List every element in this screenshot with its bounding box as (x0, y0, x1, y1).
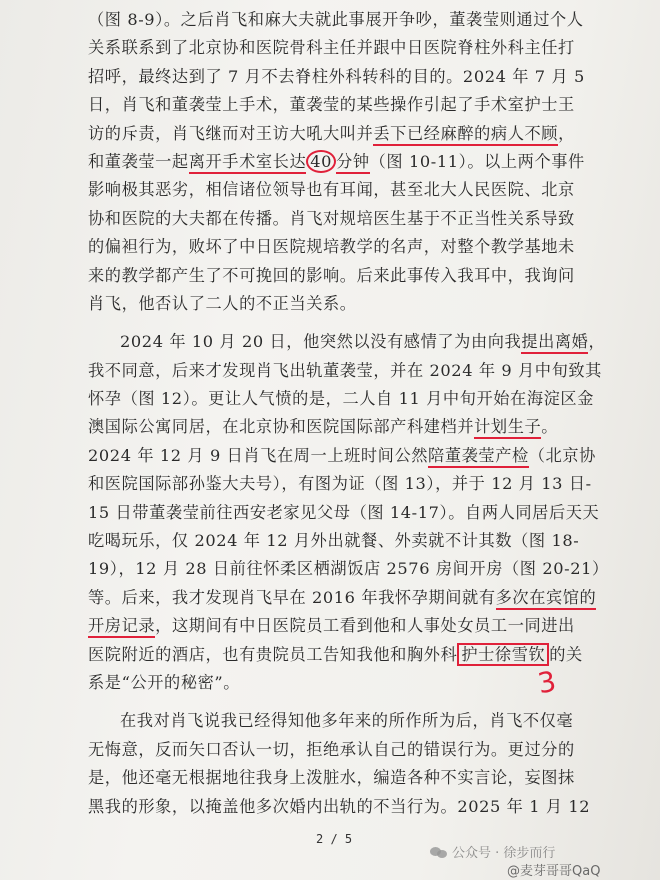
text-line (88, 707, 588, 735)
text-line (88, 148, 588, 176)
text-run: 的偏袒行为，败坏了中日医院规培教学的名声，对整个教学基地未 (88, 237, 575, 257)
text-run: 19），12 月 28 日前往怀柔区栖湖饭店 2576 房间开房（图 20-21） (88, 559, 609, 579)
text-line (88, 91, 588, 119)
circled-text: 40 (306, 150, 336, 173)
paragraph-gap (88, 697, 588, 707)
underlined-text: 陪董袭莹产检 (428, 446, 529, 468)
text-line (88, 6, 588, 34)
paragraph-gap (88, 318, 588, 328)
text-line (88, 328, 606, 356)
text-line (88, 205, 588, 233)
text-run: 澳国际公寓同居，在北京协和医院国际部产科建档并 (88, 417, 475, 437)
text-run: （北京协 (528, 445, 596, 465)
text-run: 是，他还毫无根据地往我身上泼脏水，编造各种不实言论，妄图抹 (88, 768, 575, 788)
text-run: 招呼，最终达到了 7 月不去脊柱外科转科的目的。2024 年 7 月 5 (88, 66, 585, 86)
wechat-watermark (430, 842, 555, 861)
text-run: 我不同意，后来才发现肖飞出轨董袭莹，并在 2024 年 9 月中旬致其 (88, 360, 602, 380)
text-line (88, 233, 588, 261)
text-line (88, 442, 596, 470)
text-run: ， (588, 332, 606, 352)
text-run: 医院附近的酒店，也有贵院员工告知我他和胸外科 (88, 644, 458, 664)
underlined-text: 提出离婚 (521, 332, 588, 354)
text-line (88, 499, 600, 527)
text-line (88, 176, 588, 204)
text-run: 协和医院的大夫都在传播。肖飞对规培医生基于不正当性关系导致 (88, 208, 575, 228)
text-run: 肖飞，他否认了二人的不正当关系。 (88, 293, 357, 313)
text-run: 日，肖飞和董袭莹上手术，董袭莹的某些操作引起了手术室护士王 (88, 95, 575, 115)
text-line (88, 793, 591, 821)
text-run: 和医院国际部孙鉴大夫号），有图为证（图 13），并于 12 月 13 日- (88, 474, 592, 494)
text-run: 无悔意，反而矢口否认一切，拒绝承认自己的错误行为。更过分的 (88, 739, 575, 759)
text-run: 系是“公开的秘密”。 (88, 672, 241, 692)
text-run: （图 8-9）。之后肖飞和麻大夫就此事展开争吵，董袭莹则通过个人 (88, 10, 584, 29)
text-run: 等。后来，我才发现肖飞早在 2016 年我怀孕期间就有 (88, 587, 496, 607)
document-body (88, 6, 609, 821)
text-run: 怀孕（图 12）。更让人气愤的是，二人自 11 月中旬开始在海淀区金 (88, 389, 594, 409)
underlined-text: 开房记录 (88, 616, 155, 638)
weibo-watermark: @麦芽哥哥QaQ (507, 864, 601, 879)
text-run: 和董袭莹一起 (88, 151, 189, 171)
underlined-text: 丢下已经麻醉的病人不顾 (373, 124, 558, 146)
text-line (88, 262, 588, 290)
text-run: ， (558, 123, 575, 143)
text-run: 吃喝玩乐，仅 2024 年 12 月外出就餐、外卖就不计其数（图 18- (88, 531, 580, 551)
text-line (88, 641, 588, 669)
text-run: 影响极其恶劣，相信诸位领导也有耳闻，甚至北大人民医院、北京 (88, 180, 575, 200)
text-run: 15 日带董袭莹前往西安老家见父母（图 14-17）。自两人同居后天天 (88, 502, 600, 522)
text-line (88, 357, 602, 385)
underlined-text: 分钟 (336, 152, 370, 174)
text-line (88, 612, 588, 640)
text-line (88, 764, 588, 792)
text-line (88, 413, 588, 441)
text-run: 。 (541, 417, 559, 437)
text-line (88, 736, 588, 764)
text-run: 关系联系到了北京协和医院骨科主任并跟中日医院脊柱外科主任打 (88, 38, 575, 58)
text-line (88, 63, 588, 91)
underlined-text: 离开手术室长达 (189, 152, 307, 174)
text-line (88, 290, 588, 318)
text-line (88, 385, 594, 413)
text-run: ，这期间有中日医院员工看到他和人事处女员工一同进出 (155, 616, 575, 636)
text-line (88, 584, 597, 612)
wechat-icon (430, 845, 448, 859)
boxed-text: 护士徐雪钦 (457, 643, 549, 666)
page-number: 2 / 5 (316, 832, 353, 846)
text-line (88, 34, 588, 62)
text-run: 2024 年 10 月 20 日，他突然以没有感情了为由向我 (120, 332, 522, 352)
handwritten-mark: 3 (535, 664, 559, 701)
text-run: 黑我的形象，以掩盖他多次婚内出轨的不当行为。2025 年 1 月 12 (88, 796, 591, 816)
text-run: 在我对肖飞说我已经得知他多年来的所作所为后，肖飞不仅毫 (120, 711, 574, 731)
text-run: （图 10-11）。以上两个事件 (369, 151, 585, 171)
text-line (88, 527, 588, 555)
text-run: 来的教学都产生了不可挽回的影响。后来此事传入我耳中，我询问 (88, 265, 575, 285)
text-line (88, 470, 592, 498)
text-line (88, 120, 588, 148)
watermark-account-text: 公众号 · 徐步而行 (452, 846, 556, 861)
text-line (88, 669, 588, 697)
text-line (88, 555, 609, 583)
underlined-text: 计划生子 (474, 417, 541, 439)
underlined-text: 多次在宾馆的 (496, 588, 597, 610)
text-run: 的关 (549, 644, 583, 664)
text-run: 2024 年 12 月 9 日肖飞在周一上班时间公然 (88, 445, 429, 465)
text-run: 访的斥责，肖飞继而对王访大吼大叫并 (88, 123, 374, 143)
